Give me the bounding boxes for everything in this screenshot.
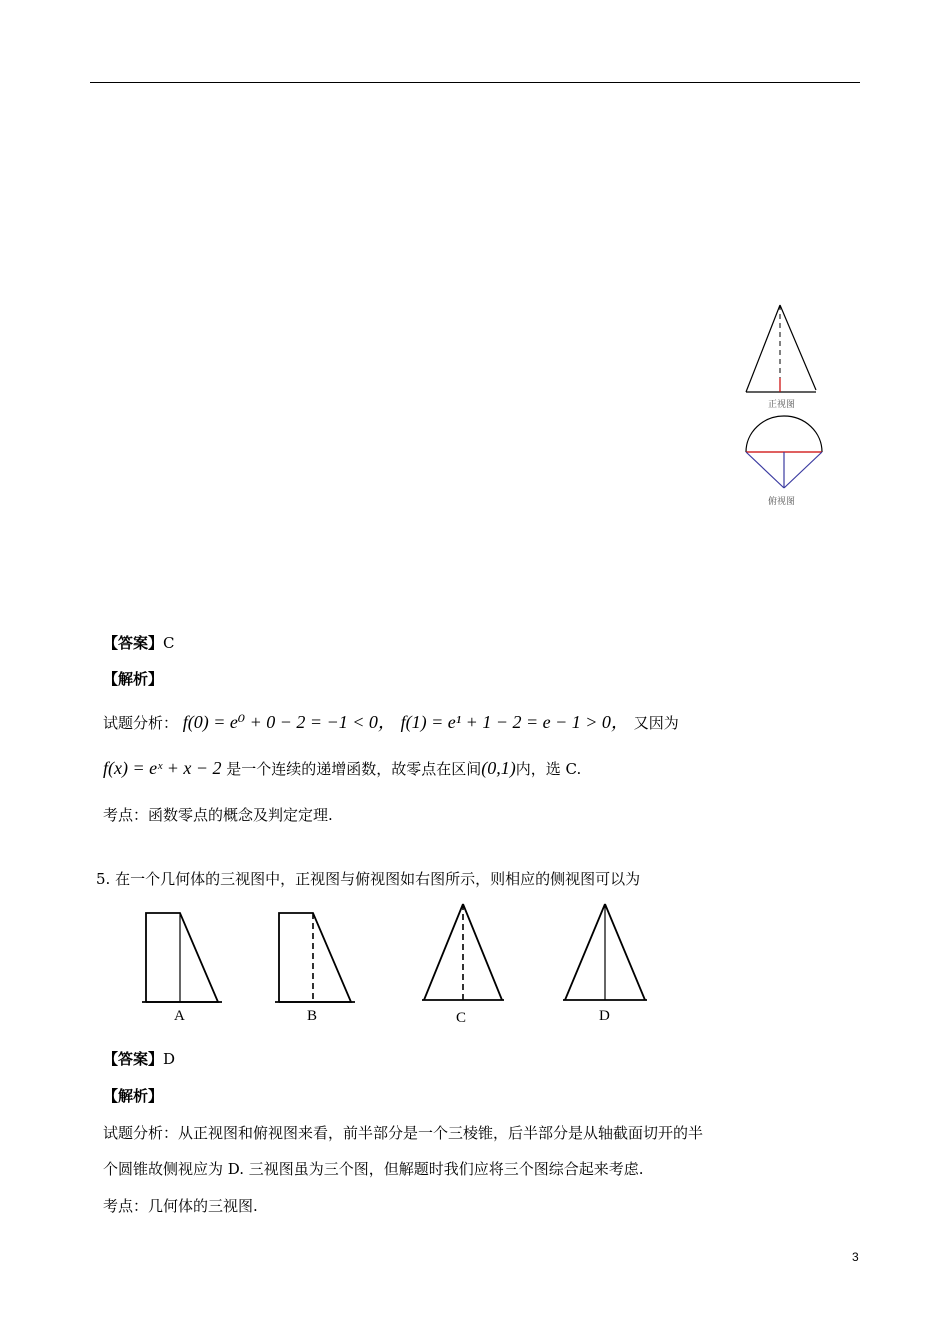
q5-question: 5. 在一个几何体的三视图中，正视图与俯视图如右图所示，则相应的侧视图可以为 <box>96 870 641 888</box>
answer-tag: 【答案】 <box>103 1050 164 1068</box>
equation-f1: f(1) = e¹ + 1 − 2 = e − 1 > 0， <box>400 712 629 732</box>
q5-kaodian: 考点：几何体的三视图. <box>103 1197 258 1215</box>
equation-fx: f(x) = eˣ + x − 2 <box>103 758 222 778</box>
option-b-label: B <box>307 1008 318 1024</box>
q4-top-view-label: 俯视图 <box>768 497 796 507</box>
analysis-text: 是一个连续的递增函数，故零点在区间 <box>226 760 482 778</box>
option-d-figure <box>560 898 650 1006</box>
q4-front-view-label: 正视图 <box>768 400 796 410</box>
q5-answer <box>103 1048 175 1069</box>
option-c-label: C <box>456 1010 467 1026</box>
page-number: 3 <box>852 1250 859 1264</box>
q4-analysis-line2 <box>103 758 581 779</box>
q5-analysis-line2: 个圆锥故侧视应为 D. 三视图虽为三个图，但解题时我们应将三个图综合起来考虑. <box>103 1160 644 1178</box>
analysis-prefix: 试题分析： <box>103 714 179 732</box>
answer-tag: 【答案】 <box>103 634 164 652</box>
interval: (0,1) <box>481 758 516 778</box>
q4-top-view-figure <box>742 412 826 492</box>
q4-front-view-figure <box>742 300 822 395</box>
q4-analysis-tag: 【解析】 <box>103 670 164 688</box>
analysis-end: 内，选 C. <box>515 760 582 778</box>
answer-value: C <box>163 634 175 652</box>
q4-analysis-line1 <box>103 708 679 734</box>
equation-f0: f(0) = e⁰ + 0 − 2 = −1 < 0， <box>182 712 396 732</box>
header-rule <box>90 82 860 83</box>
q4-answer <box>103 632 175 653</box>
option-d-label: D <box>599 1008 610 1024</box>
option-b-figure <box>273 905 358 1005</box>
answer-value: D <box>163 1050 176 1068</box>
option-c-figure <box>418 898 508 1008</box>
option-a-figure <box>140 905 225 1005</box>
q4-kaodian: 考点：函数零点的概念及判定定理. <box>103 806 333 824</box>
analysis-suffix: 又因为 <box>633 714 679 732</box>
option-a-label: A <box>174 1008 185 1024</box>
q5-analysis-line1: 试题分析：从正视图和俯视图来看，前半部分是一个三棱锥，后半部分是从轴截面切开的半 <box>103 1124 704 1142</box>
q5-analysis-tag: 【解析】 <box>103 1087 164 1105</box>
